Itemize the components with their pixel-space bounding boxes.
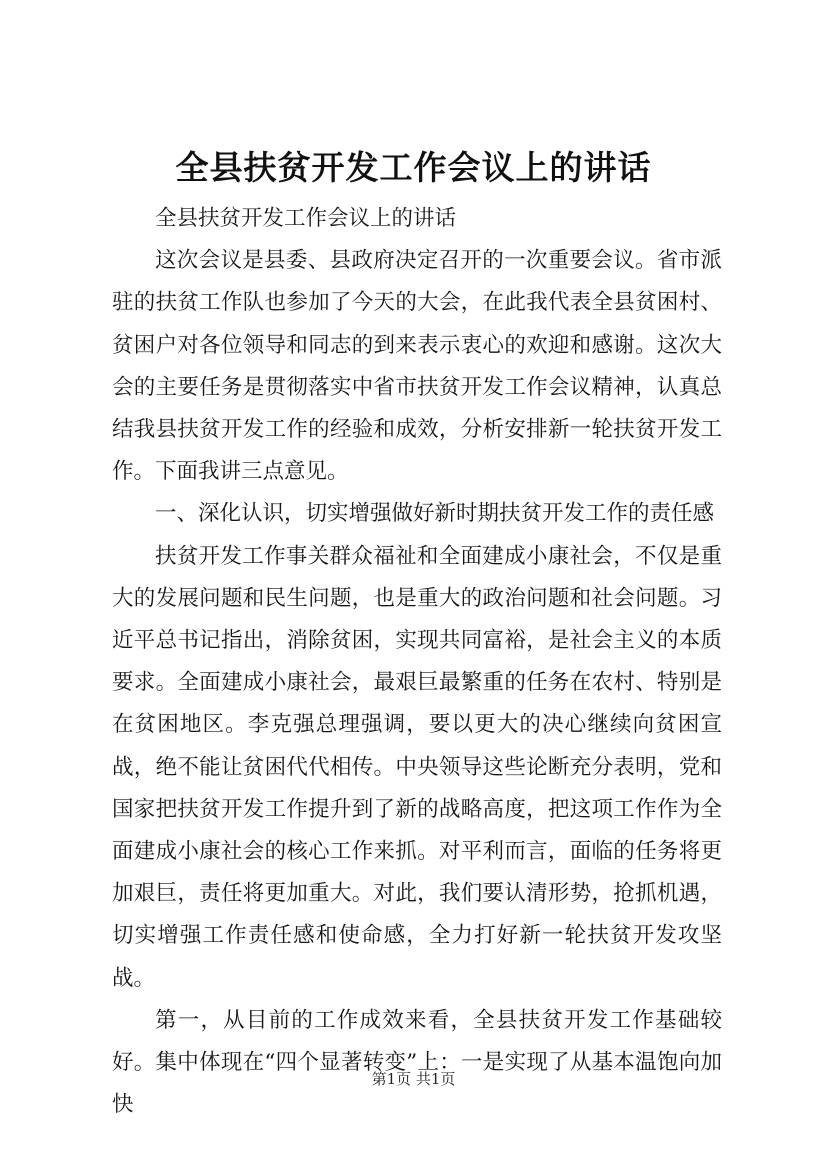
body-paragraph: 扶贫开发工作事关群众福祉和全面建成小康社会，不仅是重大的发展问题和民生问题，也是重大的政治问题和社会问题。习近平总书记指出，消除贫困，实现共同富裕，是社会主义的本质要求。全面建成小康社会，最艰巨最繁重的任务在农村、特别是在贫困地区。李克强总理强调，要以更大的决心继续向贫困宣战，绝不能让贫困代代相传。中央领导这些论断充分表明，党和国家把扶贫开发工作提升到了新的战略高度，把这项工作作为全面建成小康社会的核心工作来抓。对平利而言，面临的任务将更加艰巨，责任将更加重大。对此，我们要认清形势，抢抓机遇，切实增强工作责任感和使命感，全力打好新一轮扶贫开发攻坚战。 [112,543,722,991]
document-body [112,198,722,1126]
page-number-footer: 第1页 共1页 [371,1070,456,1088]
body-paragraph: 第一，从目前的工作成效来看，全县扶贫开发工作基础较好。集中体现在“四个显著转变”上：一是实现了从基本温饱向加快 [112,1007,722,1118]
section-heading: 一、深化认识，切实增强做好新时期扶贫开发工作的责任感 [155,501,715,527]
intro-paragraph: 这次会议是县委、县政府决定召开的一次重要会议。省市派驻的扶贫工作队也参加了今天的大会，在此我代表全县贫困村、贫困户对各位领导和同志的到来表示衷心的欢迎和感谢。这次大会的主要任务是贯彻落实中省市扶贫开发工作会议精神，认真总结我县扶贫开发工作的经验和成效，分析安排新一轮扶贫开发工作。下面我讲三点意见。 [112,248,722,485]
subtitle-paragraph: 全县扶贫开发工作会议上的讲话 [155,206,457,231]
document-title: 全县扶贫开发工作会议上的讲话 [175,148,652,187]
